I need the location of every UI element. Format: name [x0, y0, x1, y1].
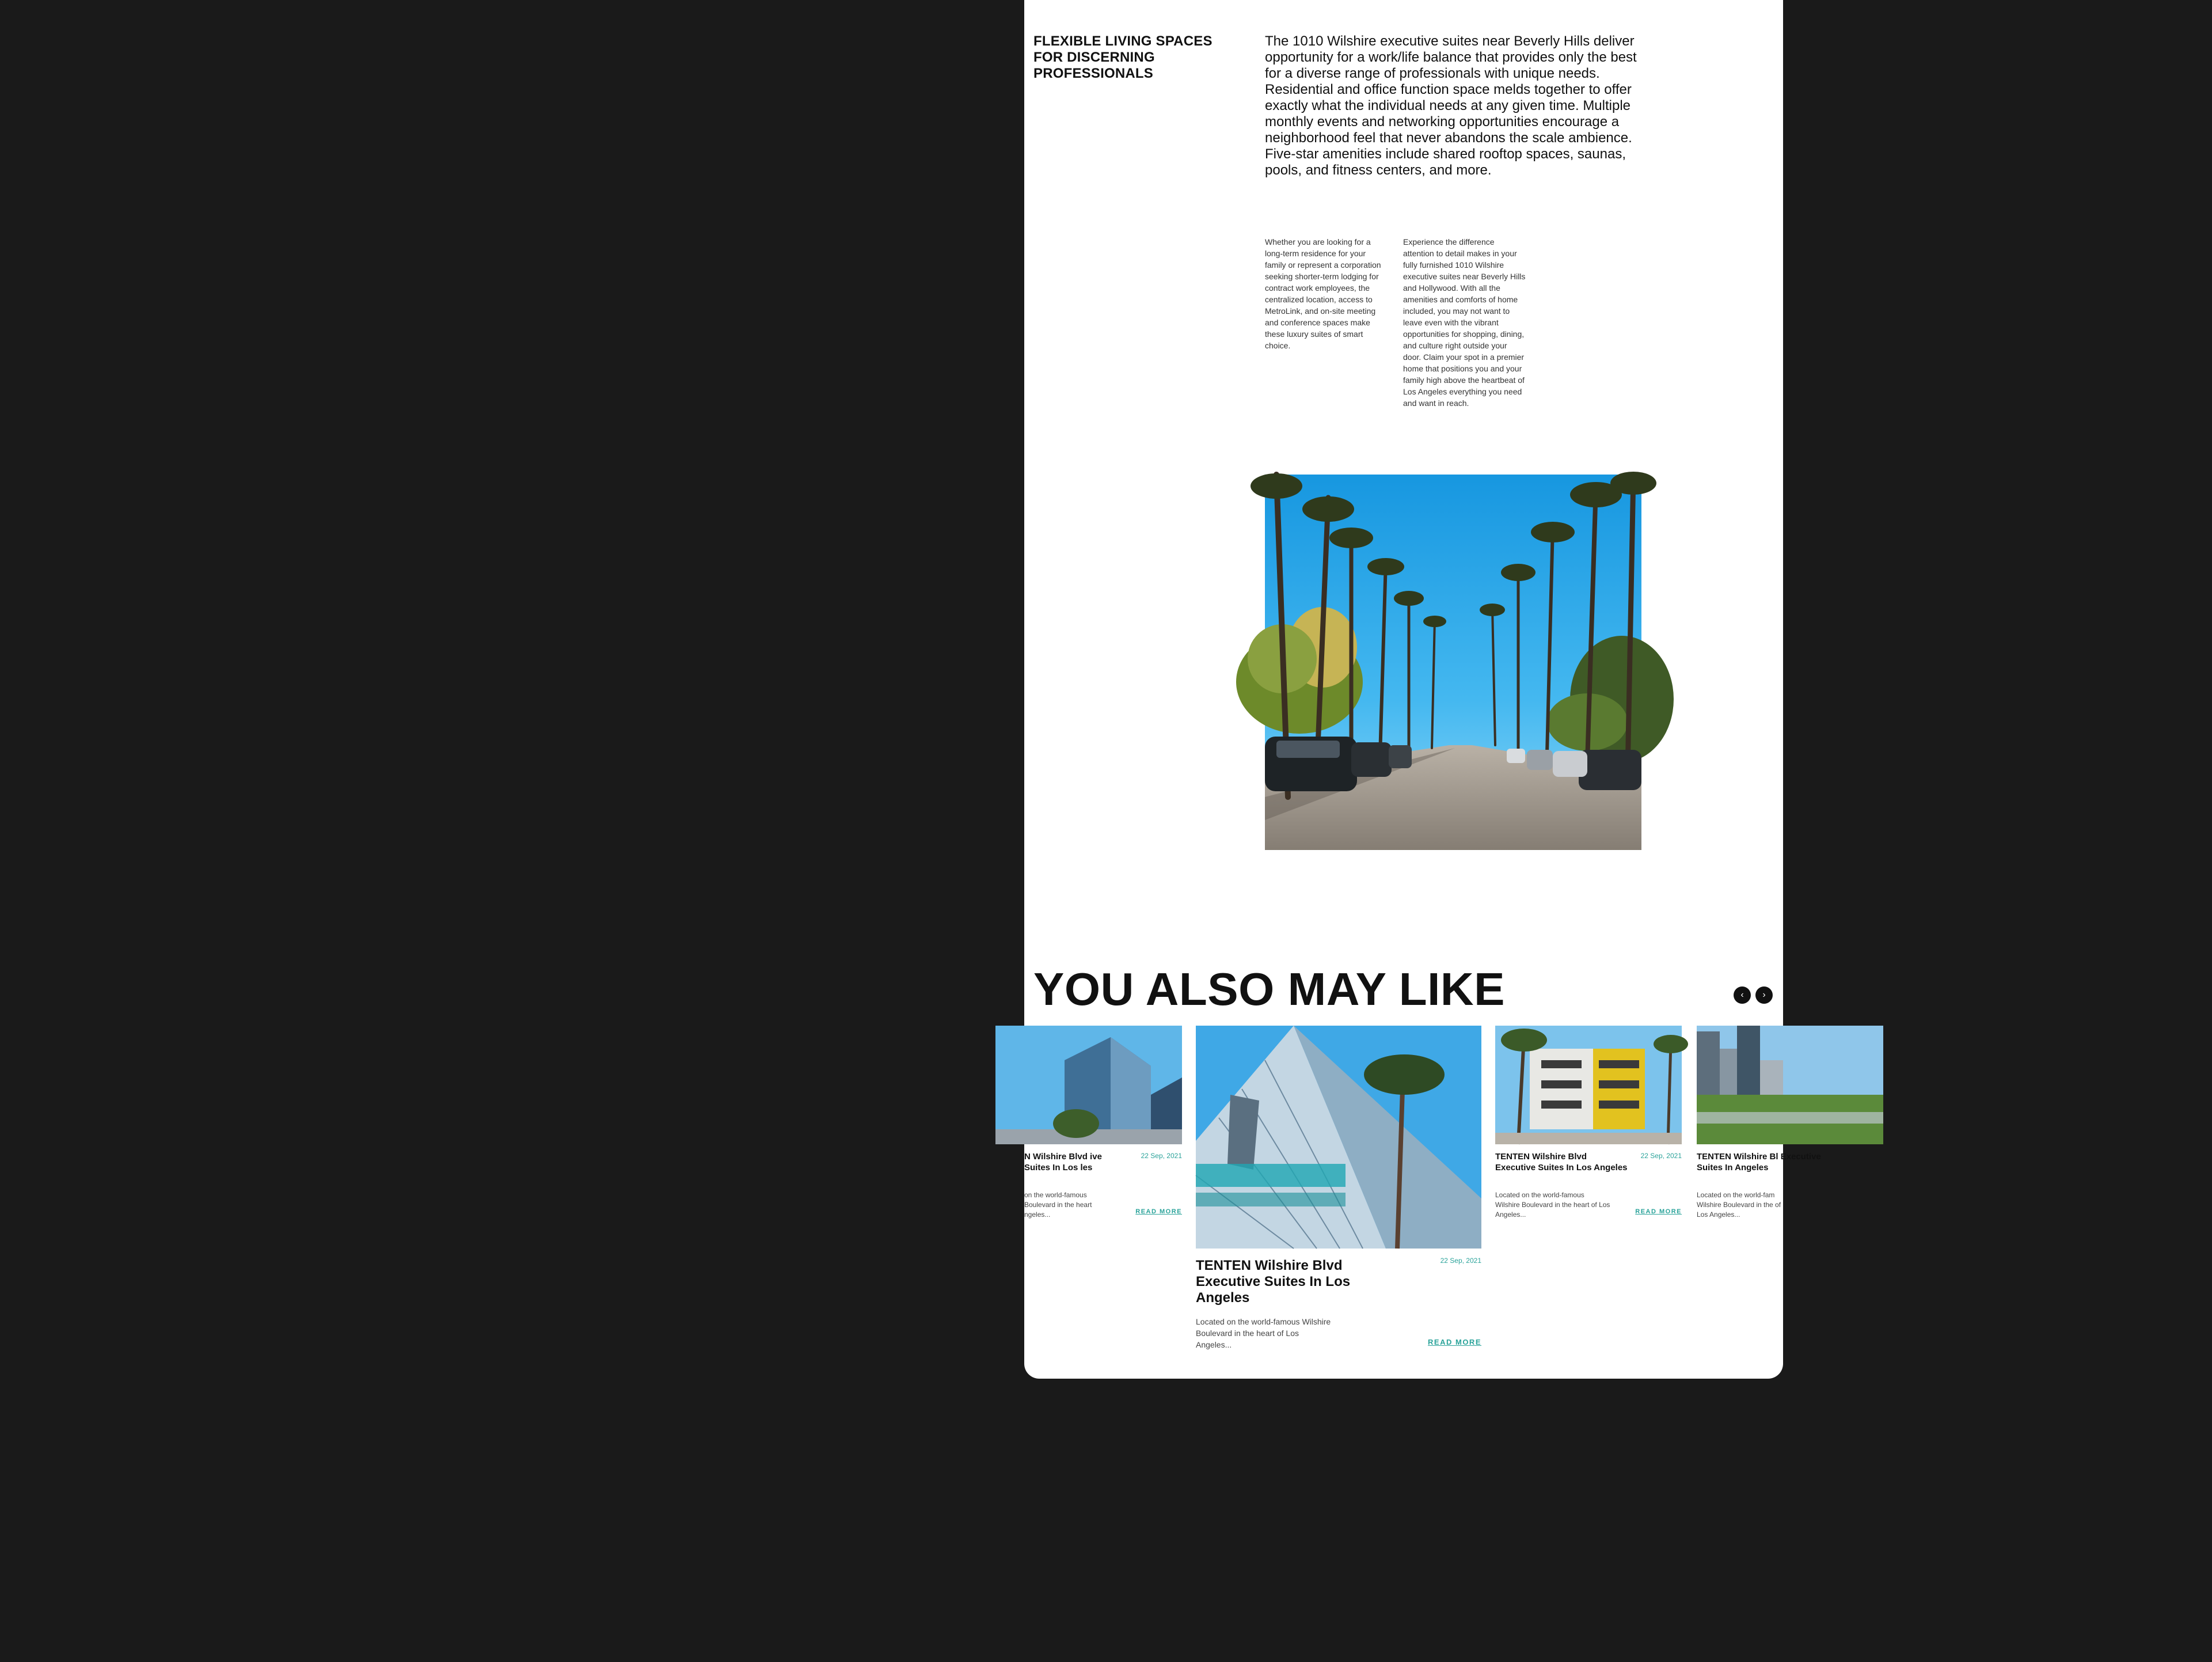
card-title[interactable]: TENTEN Wilshire Blvd Executive Suites In Los Angeles — [1495, 1152, 1628, 1172]
card-excerpt: Located on the world-famous Wilshire Boulevard in the heart of Los Angeles... — [1196, 1317, 1331, 1349]
related-section-title: YOU ALSO MAY LIKE — [1033, 963, 1506, 1015]
card-title[interactable]: TENTEN Wilshire Blvd Executive Suites In Los Angeles — [1196, 1258, 1351, 1306]
card-date: 22 Sep, 2021 — [1640, 1152, 1682, 1160]
intro-paragraph: The 1010 Wilshire executive suites near Beverly Hills deliver opportunity for a work/life balance that provides only the best for a diverse range of professionals with unique needs. Residential and office function space melds together to offer exactly what the individual needs at any given time. Multiple monthly events and networking opportunities encourage a neighborhood feel that never abandons the scale ambience. Five-star amenities include shared rooftop spaces, saunas, pools, and fitness centers, and more. — [1265, 33, 1637, 178]
card-date: 22 Sep, 2021 — [1141, 1152, 1182, 1160]
body-column-left: Whether you are looking for a long-term residence for your family or represent a corporation seeking shorter-term lodging for contract work employees, the centralized location, access to MetroLink, and on-site meeting and conference spaces make these luxury suites of smart choice. — [1265, 237, 1381, 350]
card-thumbnail[interactable] — [1697, 1026, 1883, 1144]
chevron-right-icon[interactable]: › — [1755, 986, 1773, 1004]
carousel-nav — [1734, 986, 1773, 1004]
card-date: 22 Sep, 2021 — [1440, 1257, 1481, 1265]
chevron-left-icon[interactable]: ‹ — [1734, 986, 1751, 1004]
card-thumbnail[interactable] — [1196, 1026, 1481, 1249]
palm-street-photo — [1265, 475, 1641, 850]
read-more-link[interactable]: READ MORE — [1135, 1208, 1182, 1215]
card-excerpt: Located on the world-famous Wilshire Boulevard in the heart of Los Angeles... — [1495, 1191, 1610, 1219]
card-thumbnail[interactable] — [1495, 1026, 1682, 1144]
section-heading: FLEXIBLE LIVING SPACES FOR DISCERNING PROFESSIONALS — [1033, 33, 1213, 81]
related-card-featured[interactable] — [1196, 1026, 1481, 1371]
related-card[interactable] — [1495, 1026, 1682, 1233]
article-panel — [1024, 0, 1821, 1379]
read-more-link[interactable]: READ MORE — [1635, 1208, 1682, 1215]
related-card[interactable] — [995, 1026, 1182, 1233]
body-column-right: Experience the difference attention to detail makes in your fully furnished 1010 Wilshire executive suites near Beverly Hills and Hollywood. With all the amenities and comforts of home included, you may not want to leave even with the vibrant opportunities for shopping, dining, and culture right outside your door. Claim your spot in a premier home that positions you and your family high above the heartbeat of Los Angeles everything you need and want in reach. — [1403, 237, 1526, 408]
read-more-link[interactable]: READ MORE — [1428, 1338, 1481, 1346]
card-thumbnail[interactable] — [995, 1026, 1182, 1144]
card-title[interactable]: N Wilshire Blvd ive Suites In Los les — [1024, 1152, 1102, 1172]
card-title[interactable]: TENTEN Wilshire Bl Executive Suites In Angeles — [1697, 1152, 1821, 1172]
related-card[interactable] — [1697, 1026, 1883, 1233]
card-excerpt: Located on the world-fam Wilshire Boulevard in the of Los Angeles... — [1697, 1191, 1781, 1219]
card-excerpt: on the world-famous Boulevard in the heart ngeles... — [1024, 1191, 1092, 1219]
